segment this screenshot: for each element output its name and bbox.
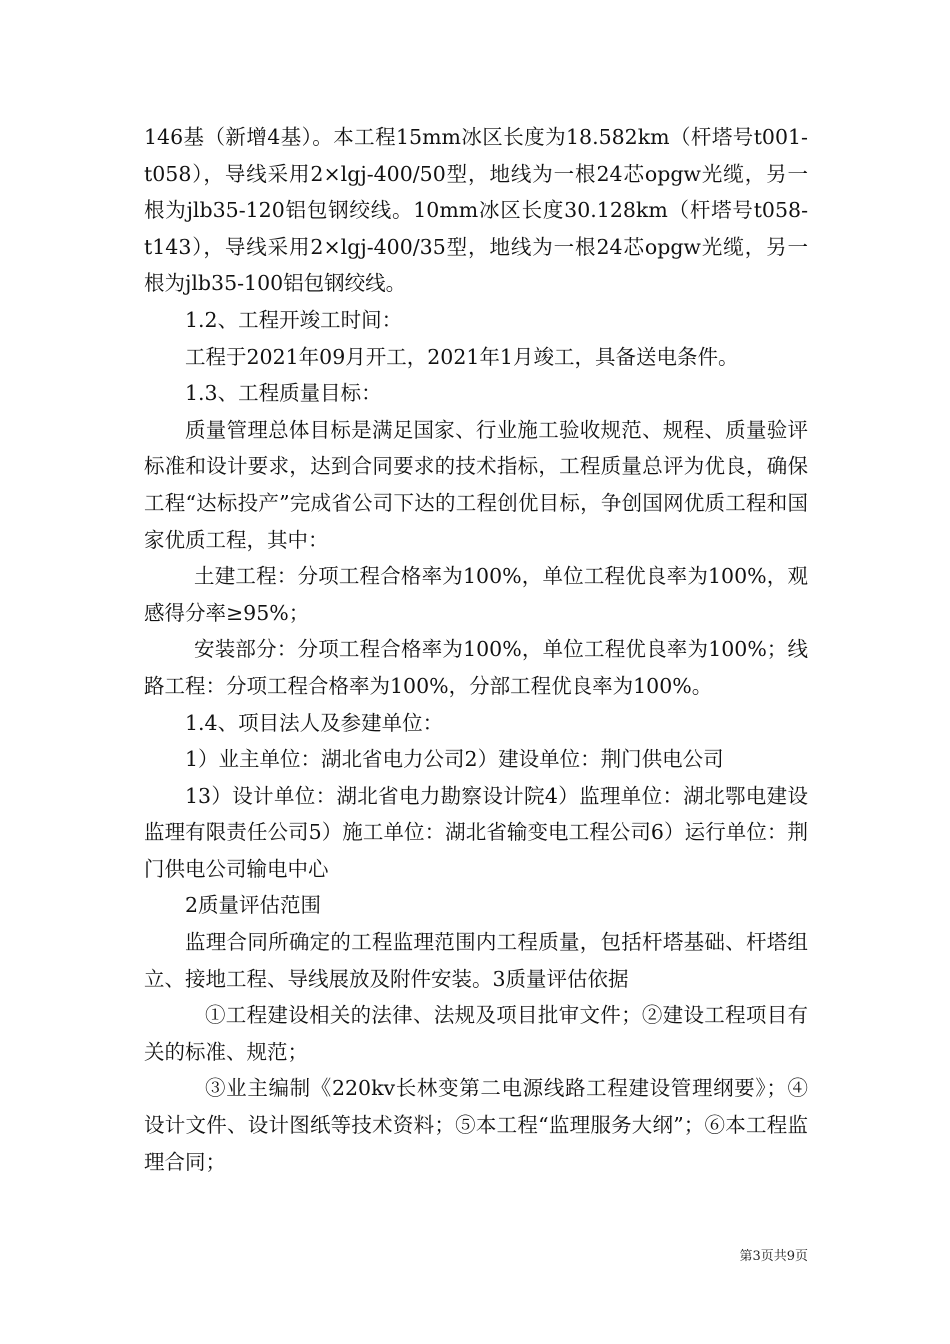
paragraph-schedule: 工程于2021年09月开工，2021年1月竣工，具备送电条件。	[185, 344, 739, 369]
paragraph-basis-2: ③业主编制《220kv长林变第二电源线路工程建设管理纲要》；④设计文件、设计图纸等技术资料；⑤本工程“监理服务大纲”；⑥本工程监理合同；	[144, 1076, 808, 1174]
page-number: 第3页共9页	[739, 1249, 808, 1264]
paragraph-owner-builder: 1）业主单位：湖北省电力公司2）建设单位：荆门供电公司	[185, 747, 724, 772]
paragraph-evaluation-scope: 监理合同所确定的工程监理范围内工程质量，包括杆塔基础、杆塔组立、接地工程、导线展放及附件安装。3质量评估依据	[144, 930, 808, 991]
paragraph-civil-works: 土建工程：分项工程合格率为100%，单位工程优良率为100%，观感得分率≥95%；	[144, 564, 808, 625]
paragraph-designer-supervisor: 13）设计单位：湖北省电力勘察设计院4）监理单位：湖北鄂电建设监理有限责任公司5）施工单位：湖北省输变电工程公司6）运行单位：荆门供电公司输电中心	[144, 783, 808, 881]
heading-1-3-quality-target: 1.3、工程质量目标：	[185, 381, 382, 406]
paragraph-quality-target: 质量管理总体目标是满足国家、行业施工验收规范、规程、质量验评标准和设计要求，达到合同要求的技术指标，工程质量总评为优良，确保工程“达标投产”完成省公司下达的工程创优目标，争创国网优质工程和国家优质工程，其中：	[144, 417, 808, 552]
paragraph-project-scale: 146基（新增4基）。本工程15mm冰区长度为18.582km（杆塔号t001-t058），导线采用2×lgj-400/50型，地线为一根24芯opgw光缆，另一根为jlb35-120铝包钢绞线。10mm冰区长度30.128km（杆塔号t058-t143），导线采用2×lgj-400/35型，地线为一根24芯opgw光缆，另一根为jlb35-100铝包钢绞线。	[144, 125, 808, 296]
document-body	[144, 119, 808, 1180]
heading-1-4-participants: 1.4、项目法人及参建单位：	[185, 710, 444, 735]
paragraph-installation: 安装部分：分项工程合格率为100%，单位工程优良率为100%；线路工程：分项工程合格率为100%，分部工程优良率为100%。	[144, 637, 808, 698]
heading-2-evaluation-scope: 2质量评估范围	[185, 893, 322, 918]
heading-1-2-schedule: 1.2、工程开竣工时间：	[185, 307, 403, 332]
paragraph-basis-1: ①工程建设相关的法律、法规及项目批审文件；②建设工程项目有关的标准、规范；	[144, 1003, 808, 1064]
